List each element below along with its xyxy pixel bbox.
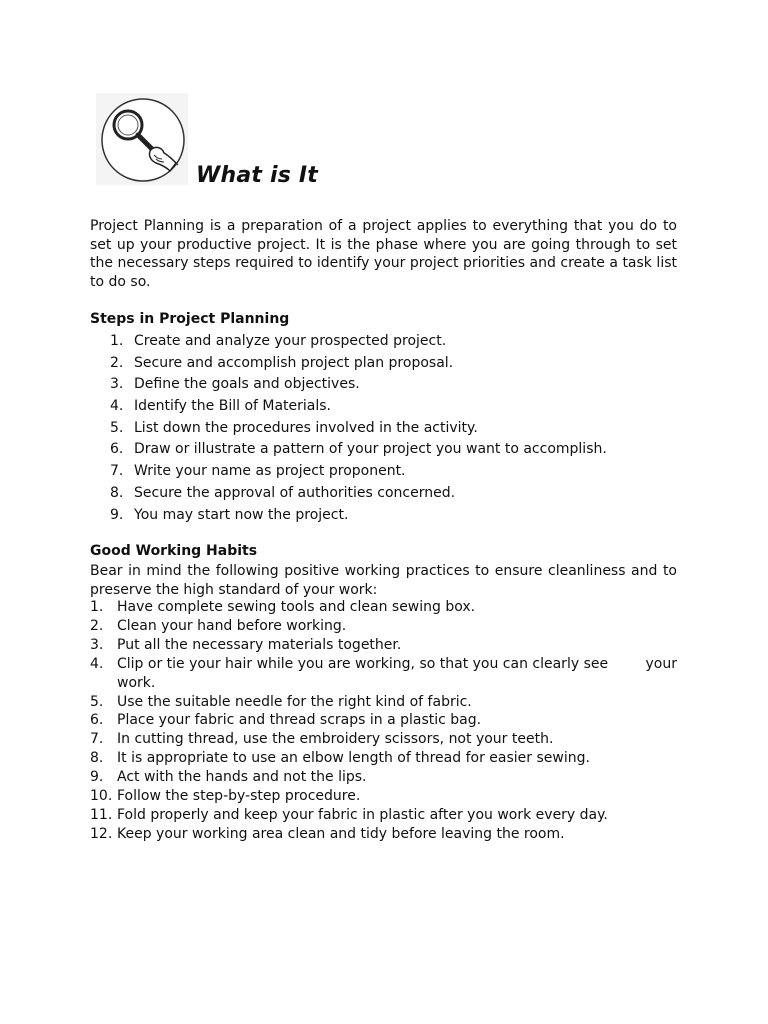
- steps-list: [110, 331, 607, 526]
- list-item: 9. Act with the hands and not the lips.: [90, 769, 367, 786]
- list-item: 3. Define the goals and objectives.: [110, 376, 360, 393]
- intro-paragraph: Project Planning is a preparation of a project applies to everything that you do to set up your productive project. It is the phase where you are going through to set the necessary steps required to identify your project priorities and create a task list to do so.: [90, 218, 677, 290]
- list-item: 2. Clean your hand before working.: [90, 617, 347, 634]
- habits-intro-paragraph: Bear in mind the following positive working practices to ensure cleanliness and to preserve the high standard of your work:: [90, 563, 677, 598]
- list-item: 11. Fold properly and keep your fabric in plastic after you work every day.: [90, 806, 608, 823]
- list-item: 8. It is appropriate to use an elbow length of thread for easier sewing.: [90, 750, 590, 767]
- list-item: 12. Keep your working area clean and tidy before leaving the room.: [90, 825, 565, 842]
- magnifying-glass-icon: [96, 93, 188, 185]
- list-item: 7. Write your name as project proponent.: [110, 463, 406, 480]
- list-item: 4. Identify the Bill of Materials.: [110, 398, 332, 415]
- habits-list: [90, 598, 677, 844]
- list-item: 3. Put all the necessary materials together.: [90, 636, 402, 653]
- list-item: 10. Follow the step-by-step procedure.: [90, 788, 361, 805]
- habits-section-title: Good Working Habits: [90, 543, 258, 559]
- list-item: 2. Secure and accomplish project plan proposal.: [110, 354, 454, 371]
- page-title: What is It: [196, 163, 318, 188]
- list-item: 9. You may start now the project.: [110, 506, 349, 523]
- list-item: 5. List down the procedures involved in the activity.: [110, 419, 478, 436]
- list-item: 1. Create and analyze your prospected project.: [110, 333, 447, 349]
- list-item: 4. your Clip or tie your hair while you are working, so that you can clearly see work.: [90, 655, 677, 691]
- steps-section-title: Steps in Project Planning: [90, 311, 290, 327]
- list-item: 5. Use the suitable needle for the right kind of fabric.: [90, 693, 472, 710]
- list-item: 1. Have complete sewing tools and clean sewing box.: [90, 599, 476, 615]
- list-item: 7. In cutting thread, use the embroidery scissors, not your teeth.: [90, 731, 554, 748]
- list-item: 6. Place your fabric and thread scraps in a plastic bag.: [90, 712, 482, 729]
- list-item: 6. Draw or illustrate a pattern of your project you want to accomplish.: [110, 441, 607, 458]
- list-item: 8. Secure the approval of authorities concerned.: [110, 484, 456, 501]
